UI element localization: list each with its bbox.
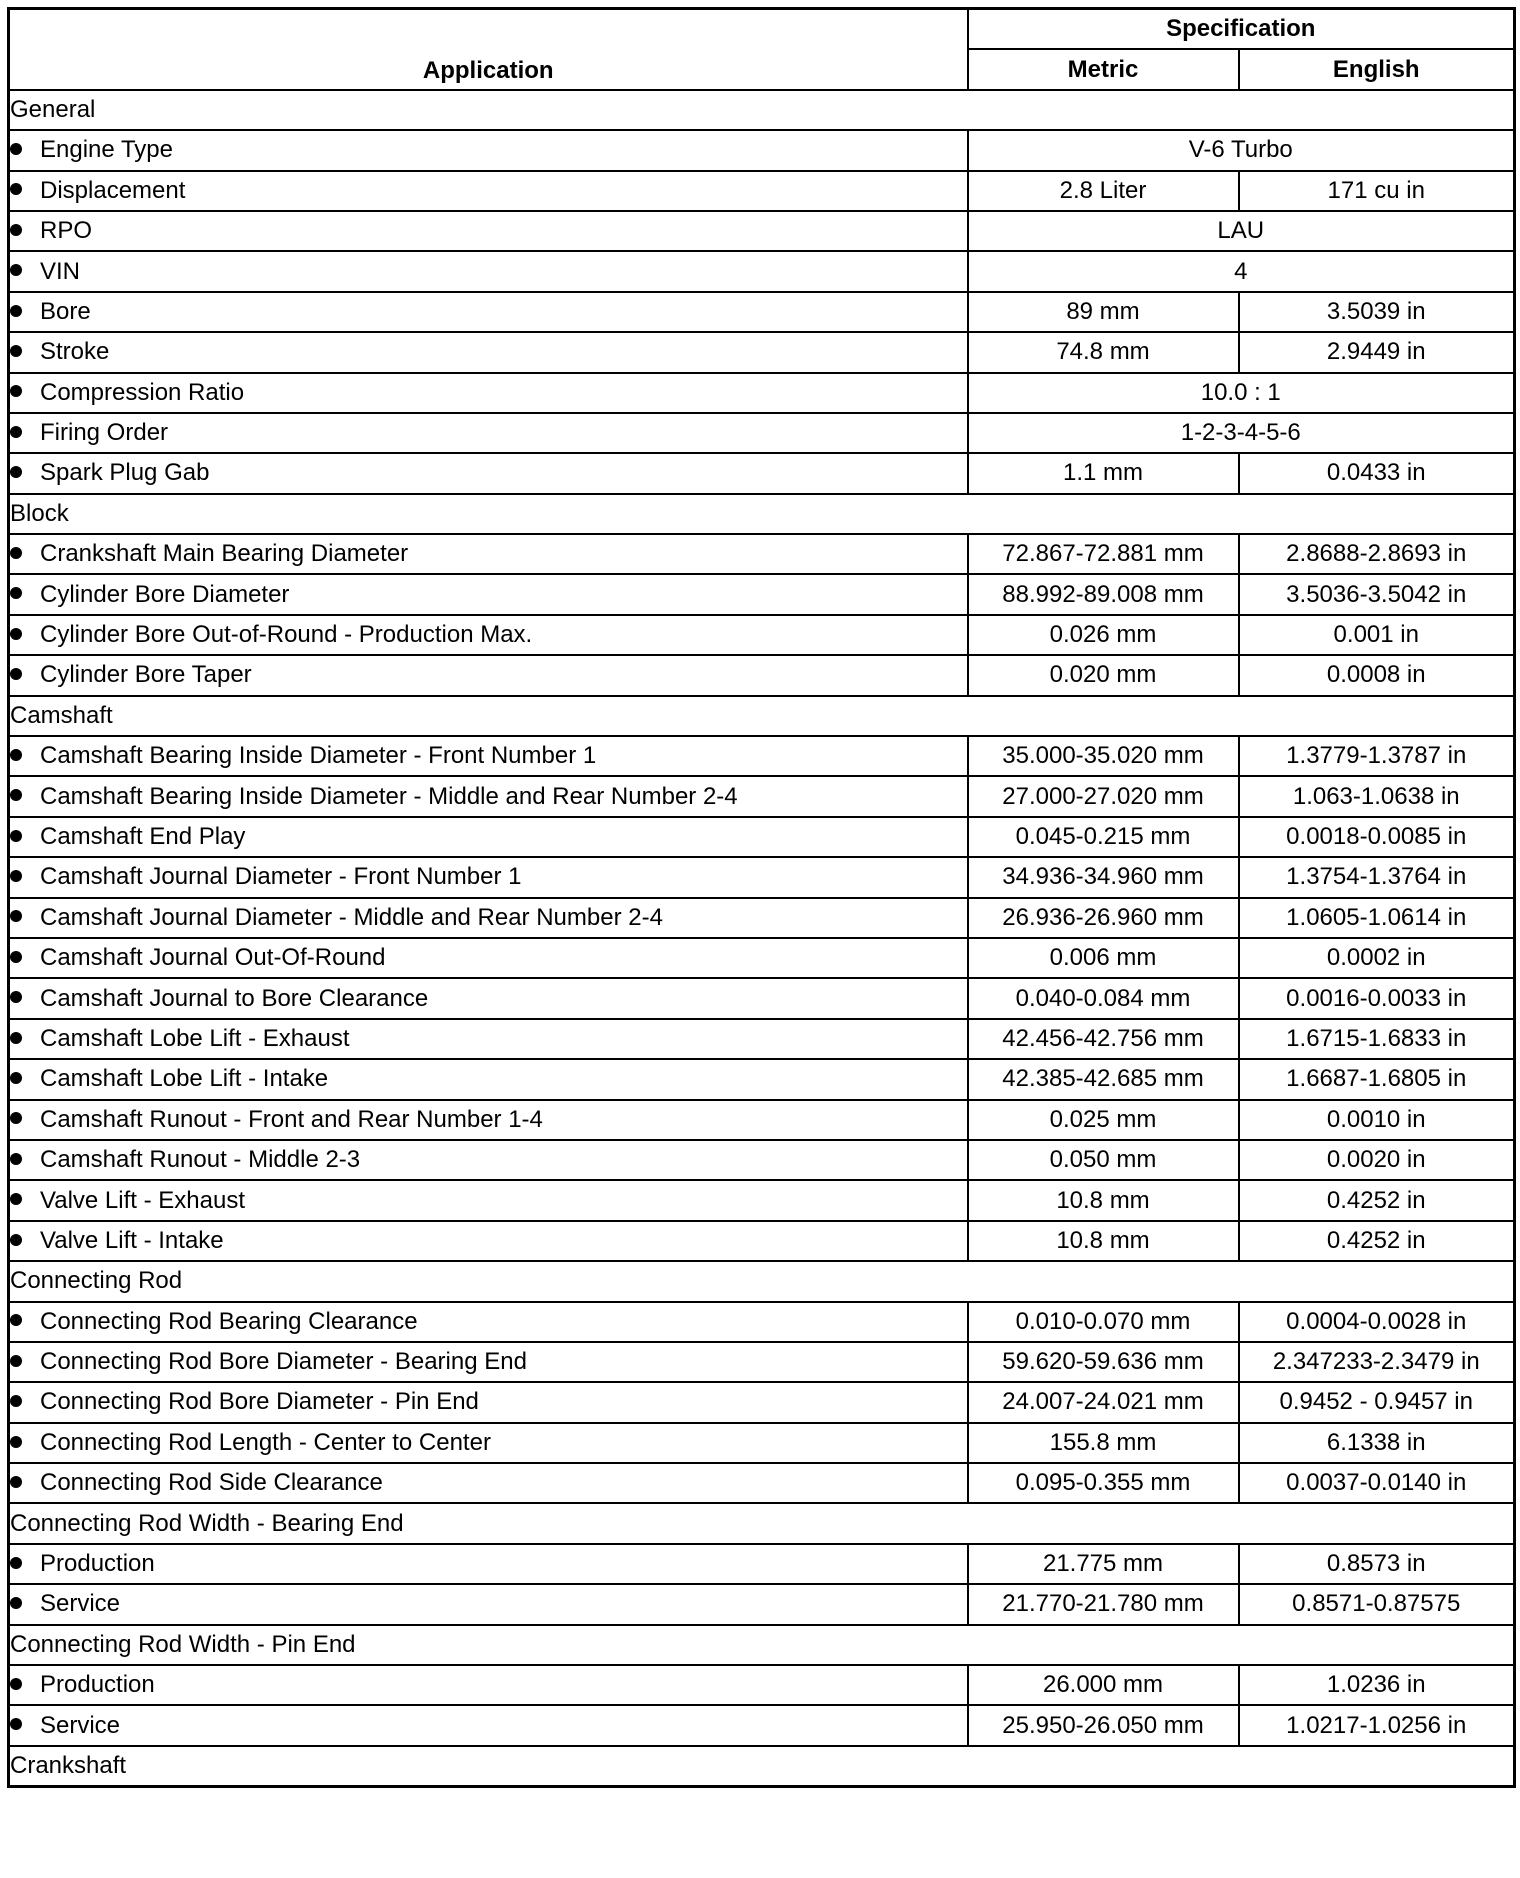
application-label: Camshaft Journal Diameter - Middle and Rear Number 2-4 [40,903,663,931]
metric-value: 59.620-59.636 mm [968,1342,1239,1382]
application-label: Camshaft Bearing Inside Diameter - Front Number 1 [40,742,597,770]
metric-value: 0.050 mm [968,1140,1239,1180]
bullet-icon [10,749,22,761]
application-cell [9,817,968,857]
table-row [9,251,1515,291]
application-cell [9,1302,968,1342]
application-cell [9,655,968,695]
english-value: 3.5036-3.5042 in [1239,574,1515,614]
table-row [9,1544,1515,1584]
application-cell [9,413,968,453]
bullet-icon [10,264,22,276]
bullet-icon [10,345,22,357]
application-label: Camshaft Runout - Front and Rear Number 1-4 [40,1105,543,1133]
application-cell [9,453,968,493]
metric-column-header: Metric [968,49,1239,89]
metric-value: 74.8 mm [968,332,1239,372]
table-row [9,413,1515,453]
application-label: Bore [40,297,91,325]
bullet-icon [10,1234,22,1246]
specification-value: 1-2-3-4-5-6 [968,413,1515,453]
section-title: Connecting Rod Width - Pin End [9,1625,1515,1665]
metric-value: 1.1 mm [968,453,1239,493]
bullet-icon [10,830,22,842]
table-row [9,1221,1515,1261]
application-label: Cylinder Bore Diameter [40,580,290,608]
table-row [9,574,1515,614]
english-value: 0.0002 in [1239,938,1515,978]
table-row [9,898,1515,938]
table-row [9,1302,1515,1342]
bullet-icon [10,305,22,317]
english-value: 0.0016-0.0033 in [1239,978,1515,1018]
english-value: 0.0018-0.0085 in [1239,817,1515,857]
table-row [9,292,1515,332]
table-row [9,332,1515,372]
application-label: Connecting Rod Bearing Clearance [40,1307,418,1335]
english-value: 1.3754-1.3764 in [1239,857,1515,897]
application-label: RPO [40,217,93,245]
application-cell [9,978,968,1018]
metric-value: 26.936-26.960 mm [968,898,1239,938]
section-title: General [9,90,1515,130]
metric-value: 88.992-89.008 mm [968,574,1239,614]
english-value: 0.001 in [1239,615,1515,655]
metric-value: 10.8 mm [968,1221,1239,1261]
table-row [9,1705,1515,1745]
application-cell [9,1100,968,1140]
bullet-icon [10,1193,22,1205]
application-cell [9,1221,968,1261]
metric-value: 0.045-0.215 mm [968,817,1239,857]
application-label: Camshaft Lobe Lift - Exhaust [40,1024,350,1052]
application-cell [9,292,968,332]
application-cell [9,1059,968,1099]
bullet-icon [10,1476,22,1488]
english-value: 1.0236 in [1239,1665,1515,1705]
specification-value: 10.0 : 1 [968,373,1515,413]
table-header [9,9,1515,90]
metric-value: 34.936-34.960 mm [968,857,1239,897]
bullet-icon [10,587,22,599]
bullet-icon [10,1436,22,1448]
english-value: 2.347233-2.3479 in [1239,1342,1515,1382]
application-label: Cylinder Bore Taper [40,661,252,689]
bullet-icon [10,789,22,801]
section-title: Block [9,494,1515,534]
application-cell [9,1180,968,1220]
english-value: 1.6715-1.6833 in [1239,1019,1515,1059]
engine-specifications-table [7,7,1516,1788]
english-value: 6.1338 in [1239,1423,1515,1463]
english-value: 3.5039 in [1239,292,1515,332]
application-label: Valve Lift - Exhaust [40,1186,245,1214]
metric-value: 25.950-26.050 mm [968,1705,1239,1745]
metric-value: 0.020 mm [968,655,1239,695]
bullet-icon [10,1032,22,1044]
section-row-connecting-rod [9,1261,1515,1301]
application-label: Camshaft Runout - Middle 2-3 [40,1146,361,1174]
application-cell [9,130,968,170]
specification-value: LAU [968,211,1515,251]
table-row [9,1584,1515,1624]
specification-column-header: Specification [968,9,1515,50]
english-value: 0.9452 - 0.9457 in [1239,1382,1515,1422]
bullet-icon [10,1597,22,1609]
metric-value: 42.385-42.685 mm [968,1059,1239,1099]
english-value: 0.0004-0.0028 in [1239,1302,1515,1342]
application-label: Camshaft Journal Diameter - Front Number 1 [40,863,522,891]
english-value: 1.063-1.0638 in [1239,776,1515,816]
table-row [9,1665,1515,1705]
application-label: Service [40,1590,121,1618]
table-row [9,1059,1515,1099]
table-row [9,171,1515,211]
specification-value: 4 [968,251,1515,291]
application-label: Compression Ratio [40,378,245,406]
application-column-header: Application [9,9,968,90]
english-value: 0.0433 in [1239,453,1515,493]
application-label: Production [40,1550,155,1578]
table-row [9,453,1515,493]
table-row [9,1180,1515,1220]
application-label: Engine Type [40,136,173,164]
application-cell [9,776,968,816]
bullet-icon [10,385,22,397]
english-value: 0.4252 in [1239,1180,1515,1220]
application-cell [9,857,968,897]
english-value: 0.8573 in [1239,1544,1515,1584]
application-cell [9,1140,968,1180]
section-row-rod-width-bearing [9,1503,1515,1543]
section-row-camshaft [9,696,1515,736]
table-row [9,736,1515,776]
application-cell [9,1342,968,1382]
table-row [9,211,1515,251]
english-value: 0.8571-0.87575 [1239,1584,1515,1624]
metric-value: 26.000 mm [968,1665,1239,1705]
table-row [9,373,1515,413]
english-value: 1.3779-1.3787 in [1239,736,1515,776]
bullet-icon [10,183,22,195]
table-row [9,534,1515,574]
application-label: Camshaft Journal Out-Of-Round [40,944,386,972]
metric-value: 0.006 mm [968,938,1239,978]
table-body [9,90,1515,1787]
application-label: Connecting Rod Side Clearance [40,1469,383,1497]
section-title: Connecting Rod [9,1261,1515,1301]
bullet-icon [10,870,22,882]
metric-value: 155.8 mm [968,1423,1239,1463]
application-cell [9,171,968,211]
application-cell [9,1705,968,1745]
bullet-icon [10,951,22,963]
table-row [9,1019,1515,1059]
application-cell [9,938,968,978]
application-cell [9,574,968,614]
application-cell [9,1382,968,1422]
metric-value: 0.040-0.084 mm [968,978,1239,1018]
metric-value: 0.026 mm [968,615,1239,655]
application-label: Camshaft End Play [40,823,246,850]
application-label: Valve Lift - Intake [40,1226,224,1254]
metric-value: 21.775 mm [968,1544,1239,1584]
table-row [9,1463,1515,1503]
table-row [9,978,1515,1018]
metric-value: 24.007-24.021 mm [968,1382,1239,1422]
bullet-icon [10,910,22,922]
bullet-icon [10,547,22,559]
application-label: Connecting Rod Length - Center to Center [40,1428,491,1456]
bullet-icon [10,1072,22,1084]
table-row [9,130,1515,170]
application-label: Connecting Rod Bore Diameter - Bearing End [40,1348,527,1376]
english-value: 1.0605-1.0614 in [1239,898,1515,938]
english-value: 0.0020 in [1239,1140,1515,1180]
english-value: 0.4252 in [1239,1221,1515,1261]
bullet-icon [10,991,22,1003]
table-row [9,857,1515,897]
section-title: Crankshaft [9,1746,1515,1787]
application-label: Camshaft Lobe Lift - Intake [40,1065,329,1093]
bullet-icon [10,1355,22,1367]
application-cell [9,1544,968,1584]
application-cell [9,736,968,776]
application-label: Connecting Rod Bore Diameter - Pin End [40,1388,479,1416]
application-label: Spark Plug Gab [40,459,210,487]
application-cell [9,211,968,251]
application-label: Firing Order [40,419,169,447]
bullet-icon [10,1557,22,1569]
application-cell [9,373,968,413]
english-value: 1.6687-1.6805 in [1239,1059,1515,1099]
table-row [9,1342,1515,1382]
application-cell [9,251,968,291]
bullet-icon [10,1112,22,1124]
application-cell [9,1463,968,1503]
table-row [9,776,1515,816]
table-row [9,655,1515,695]
application-label: Displacement [40,176,186,204]
bullet-icon [10,224,22,236]
english-column-header: English [1239,49,1515,89]
application-label: Cylinder Bore Out-of-Round - Production Max. [40,621,533,649]
bullet-icon [10,1718,22,1730]
bullet-icon [10,426,22,438]
english-value: 2.9449 in [1239,332,1515,372]
bullet-icon [10,1395,22,1407]
metric-value: 0.095-0.355 mm [968,1463,1239,1503]
bullet-icon [10,628,22,640]
application-label: Stroke [40,338,110,366]
metric-value: 0.025 mm [968,1100,1239,1140]
application-label: Crankshaft Main Bearing Diameter [40,540,409,568]
bullet-icon [10,143,22,155]
section-row-crankshaft [9,1746,1515,1787]
bullet-icon [10,1314,22,1326]
application-label: VIN [40,257,81,285]
english-value: 0.0037-0.0140 in [1239,1463,1515,1503]
bullet-icon [10,668,22,680]
metric-value: 0.010-0.070 mm [968,1302,1239,1342]
metric-value: 35.000-35.020 mm [968,736,1239,776]
table-row [9,1140,1515,1180]
application-cell [9,1019,968,1059]
metric-value: 27.000-27.020 mm [968,776,1239,816]
metric-value: 2.8 Liter [968,171,1239,211]
application-cell [9,1423,968,1463]
table-row [9,1100,1515,1140]
metric-value: 72.867-72.881 mm [968,534,1239,574]
english-value: 0.0010 in [1239,1100,1515,1140]
application-cell [9,534,968,574]
table-row [9,1423,1515,1463]
application-cell [9,615,968,655]
table-row [9,1382,1515,1422]
specification-value: V-6 Turbo [968,130,1515,170]
application-cell [9,1665,968,1705]
english-value: 0.0008 in [1239,655,1515,695]
application-cell [9,332,968,372]
section-title: Camshaft [9,696,1515,736]
english-value: 171 cu in [1239,171,1515,211]
application-label: Camshaft Bearing Inside Diameter - Middle and Rear Number 2-4 [40,782,738,810]
english-value: 2.8688-2.8693 in [1239,534,1515,574]
table-row [9,938,1515,978]
section-row-block [9,494,1515,534]
bullet-icon [10,1153,22,1165]
section-row-rod-width-pin [9,1625,1515,1665]
application-cell [9,898,968,938]
application-label: Production [40,1671,155,1699]
table-row [9,615,1515,655]
bullet-icon [10,1678,22,1690]
application-cell [9,1584,968,1624]
metric-value: 42.456-42.756 mm [968,1019,1239,1059]
table-row [9,817,1515,857]
bullet-icon [10,466,22,478]
application-label: Camshaft Journal to Bore Clearance [40,984,429,1012]
metric-value: 21.770-21.780 mm [968,1584,1239,1624]
metric-value: 89 mm [968,292,1239,332]
metric-value: 10.8 mm [968,1180,1239,1220]
section-title: Connecting Rod Width - Bearing End [9,1503,1515,1543]
english-value: 1.0217-1.0256 in [1239,1705,1515,1745]
application-label: Service [40,1711,121,1739]
section-row-general [9,90,1515,130]
